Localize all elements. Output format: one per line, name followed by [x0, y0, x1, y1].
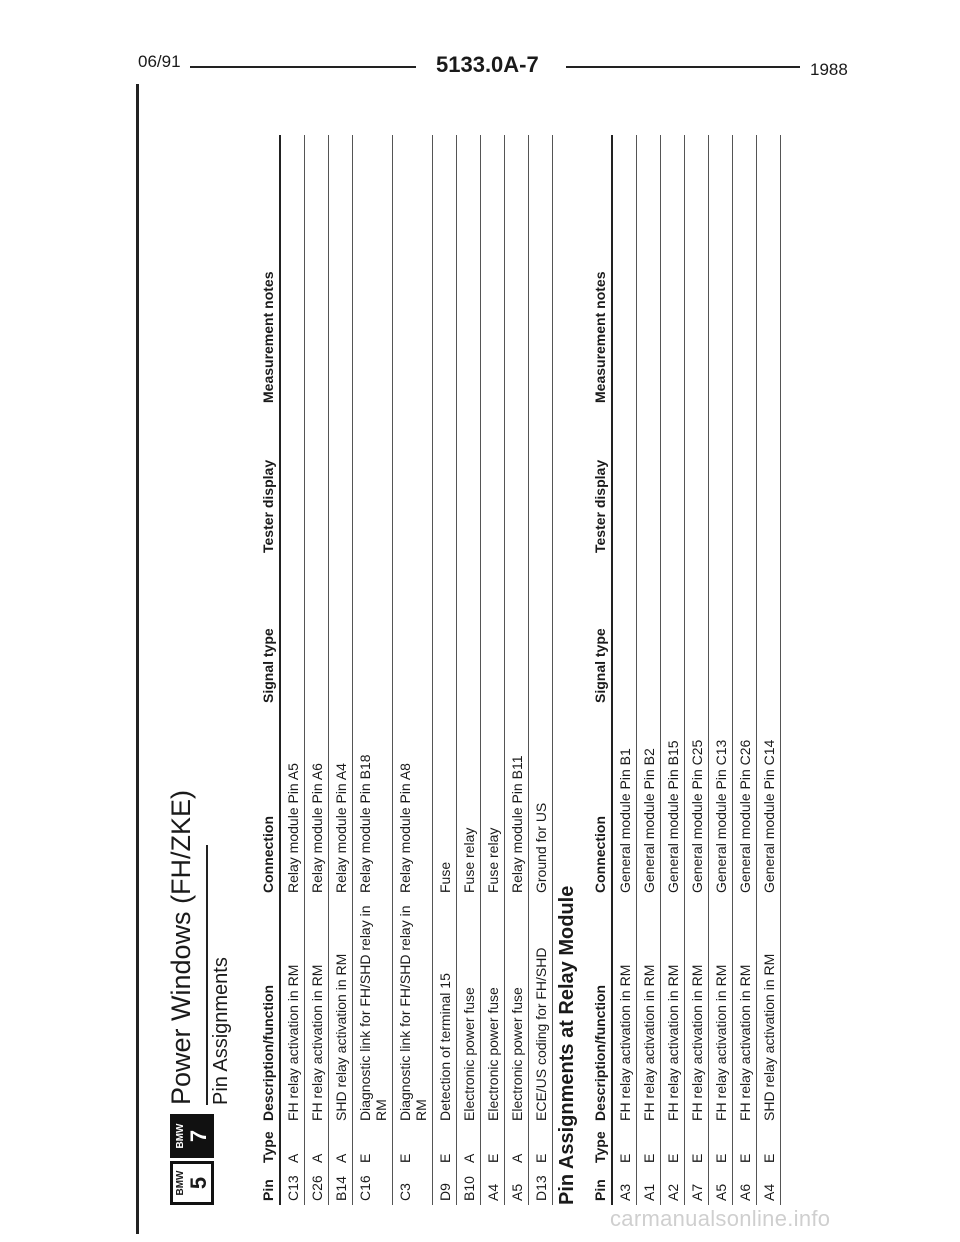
cell-signal-type	[433, 557, 457, 707]
cell-connection: General module Pin C13	[709, 707, 733, 897]
table-row	[709, 135, 733, 1205]
cell-signal-type	[637, 557, 661, 707]
cell-pin: C16	[353, 1167, 393, 1205]
cell-pin: A1	[637, 1167, 661, 1205]
cell-signal-type	[612, 557, 637, 707]
cell-connection: Relay module Pin A5	[280, 707, 305, 897]
cell-tester-display	[505, 407, 529, 557]
table-row	[305, 135, 329, 1205]
cell-type: E	[612, 1125, 637, 1167]
cell-signal-type	[457, 557, 481, 707]
cell-type: A	[280, 1125, 305, 1167]
cell-signal-type	[329, 557, 353, 707]
cell-pin: C13	[280, 1167, 305, 1205]
cell-tester-display	[280, 407, 305, 557]
cell-measurement-notes	[661, 135, 685, 407]
table-row	[329, 135, 353, 1205]
cell-measurement-notes	[481, 135, 505, 407]
cell-measurement-notes	[757, 135, 781, 407]
cell-tester-display	[529, 407, 553, 557]
cell-description: FH relay activation in RM	[305, 897, 329, 1125]
cell-description: FH relay activation in RM	[685, 897, 709, 1125]
badge-series-number: 5	[186, 1176, 211, 1190]
cell-type: A	[329, 1125, 353, 1167]
cell-connection: General module Pin C14	[757, 707, 781, 897]
cell-connection: Fuse	[433, 707, 457, 897]
cell-signal-type	[481, 557, 505, 707]
col-header-tester-display: Tester display	[258, 407, 280, 557]
cell-measurement-notes	[280, 135, 305, 407]
cell-tester-display	[305, 407, 329, 557]
cell-description: Diagnostic link for FH/SHD relay in RM	[353, 897, 393, 1125]
table-row	[637, 135, 661, 1205]
cell-pin: C26	[305, 1167, 329, 1205]
cell-tester-display	[433, 407, 457, 557]
col-header-description: Description/function	[590, 897, 612, 1125]
col-header-pin: Pin	[590, 1167, 612, 1205]
cell-signal-type	[305, 557, 329, 707]
cell-connection: General module Pin B2	[637, 707, 661, 897]
cell-pin: A7	[685, 1167, 709, 1205]
table-row	[505, 135, 529, 1205]
section-title-relay-module: Pin Assignments at Relay Module	[556, 885, 578, 1205]
cell-type: E	[637, 1125, 661, 1167]
cell-tester-display	[612, 407, 637, 557]
cell-connection: Relay module Pin B18	[353, 707, 393, 897]
header-year: 1988	[810, 60, 848, 79]
cell-connection: General module Pin B1	[612, 707, 637, 897]
page-subtitle: Pin Assignments	[210, 957, 232, 1105]
cell-measurement-notes	[685, 135, 709, 407]
relay-module-pin-table	[590, 135, 781, 1205]
cell-pin: C3	[393, 1167, 433, 1205]
col-header-signal-type: Signal type	[590, 557, 612, 707]
series-badge-7	[170, 1114, 214, 1158]
cell-pin: A4	[757, 1167, 781, 1205]
col-header-measurement-notes: Measurement notes	[258, 135, 280, 407]
col-header-type: Type	[590, 1125, 612, 1167]
cell-pin: B10	[457, 1167, 481, 1205]
col-header-tester-display: Tester display	[590, 407, 612, 557]
table-row	[481, 135, 505, 1205]
rotated-page-content	[166, 105, 830, 1205]
cell-tester-display	[757, 407, 781, 557]
cell-measurement-notes	[505, 135, 529, 407]
cell-connection: General module Pin C25	[685, 707, 709, 897]
table-header-row	[258, 135, 280, 1205]
cell-type: A	[505, 1125, 529, 1167]
header-rule-right	[566, 66, 800, 68]
cell-description: Diagnostic link for FH/SHD relay in RM	[393, 897, 433, 1125]
table-row	[433, 135, 457, 1205]
cell-tester-display	[685, 407, 709, 557]
cell-pin: A5	[505, 1167, 529, 1205]
col-header-pin: Pin	[258, 1167, 280, 1205]
cell-type: E	[733, 1125, 757, 1167]
cell-measurement-notes	[612, 135, 637, 407]
table-row	[685, 135, 709, 1205]
cell-type: E	[529, 1125, 553, 1167]
cell-measurement-notes	[637, 135, 661, 407]
cell-connection: Relay module Pin A6	[305, 707, 329, 897]
cell-signal-type	[280, 557, 305, 707]
cell-type: E	[709, 1125, 733, 1167]
table-row	[393, 135, 433, 1205]
cell-measurement-notes	[329, 135, 353, 407]
table-row	[661, 135, 685, 1205]
page-margin-rule	[136, 84, 139, 1234]
cell-pin: B14	[329, 1167, 353, 1205]
cell-connection: Ground for US	[529, 707, 553, 897]
cell-pin: A5	[709, 1167, 733, 1205]
cell-tester-display	[709, 407, 733, 557]
cell-type: E	[481, 1125, 505, 1167]
cell-type: E	[353, 1125, 393, 1167]
page-title: Power Windows (FH/ZKE)	[166, 789, 196, 1105]
table-row	[353, 135, 393, 1205]
cell-description: FH relay activation in RM	[709, 897, 733, 1125]
cell-connection: Fuse relay	[457, 707, 481, 897]
cell-tester-display	[661, 407, 685, 557]
cell-description: Electronic power fuse	[457, 897, 481, 1125]
cell-pin: D9	[433, 1167, 457, 1205]
cell-signal-type	[505, 557, 529, 707]
cell-connection: General module Pin B15	[661, 707, 685, 897]
cell-description: SHD relay activation in RM	[329, 897, 353, 1125]
cell-signal-type	[757, 557, 781, 707]
cell-description: SHD relay activation in RM	[757, 897, 781, 1125]
cell-measurement-notes	[457, 135, 481, 407]
cell-tester-display	[457, 407, 481, 557]
cell-connection: Fuse relay	[481, 707, 505, 897]
cell-signal-type	[393, 557, 433, 707]
col-header-measurement-notes: Measurement notes	[590, 135, 612, 407]
watermark: carmanualsonline.info	[610, 1206, 831, 1231]
cell-tester-display	[353, 407, 393, 557]
cell-signal-type	[685, 557, 709, 707]
cell-signal-type	[353, 557, 393, 707]
cell-tester-display	[637, 407, 661, 557]
pin-assignment-table	[258, 135, 553, 1205]
cell-type: E	[661, 1125, 685, 1167]
table-header-row	[590, 135, 612, 1205]
cell-description: Electronic power fuse	[481, 897, 505, 1125]
table-row	[757, 135, 781, 1205]
cell-pin: A4	[481, 1167, 505, 1205]
cell-measurement-notes	[433, 135, 457, 407]
col-header-connection: Connection	[258, 707, 280, 897]
cell-signal-type	[733, 557, 757, 707]
cell-connection: Relay module Pin B11	[505, 707, 529, 897]
cell-type: A	[457, 1125, 481, 1167]
cell-signal-type	[661, 557, 685, 707]
table-row	[457, 135, 481, 1205]
badge-brand-label: BMW	[175, 1123, 186, 1149]
cell-connection: Relay module Pin A4	[329, 707, 353, 897]
cell-description: FH relay activation in RM	[733, 897, 757, 1125]
cell-pin: A3	[612, 1167, 637, 1205]
badge-brand-label: BMW	[175, 1170, 186, 1196]
cell-tester-display	[329, 407, 353, 557]
cell-type: E	[433, 1125, 457, 1167]
cell-pin: D13	[529, 1167, 553, 1205]
cell-tester-display	[481, 407, 505, 557]
table-row	[529, 135, 553, 1205]
col-header-connection: Connection	[590, 707, 612, 897]
cell-type: E	[393, 1125, 433, 1167]
header-date: 06/91	[138, 52, 181, 71]
cell-pin: A2	[661, 1167, 685, 1205]
cell-connection: General module Pin C26	[733, 707, 757, 897]
col-header-type: Type	[258, 1125, 280, 1167]
cell-tester-display	[393, 407, 433, 557]
document-number: 5133.0A-7	[436, 52, 539, 77]
cell-description: FH relay activation in RM	[280, 897, 305, 1125]
cell-pin: A6	[733, 1167, 757, 1205]
cell-description: FH relay activation in RM	[637, 897, 661, 1125]
series-badge-5	[170, 1161, 214, 1205]
cell-description: ECE/US coding for FH/SHD	[529, 897, 553, 1125]
cell-signal-type	[529, 557, 553, 707]
cell-measurement-notes	[733, 135, 757, 407]
cell-description: Detection of terminal 15	[433, 897, 457, 1125]
cell-type: A	[305, 1125, 329, 1167]
header-rule-left	[190, 66, 416, 68]
cell-description: Electronic power fuse	[505, 897, 529, 1125]
cell-signal-type	[709, 557, 733, 707]
cell-type: E	[685, 1125, 709, 1167]
cell-measurement-notes	[305, 135, 329, 407]
table-row	[733, 135, 757, 1205]
cell-measurement-notes	[709, 135, 733, 407]
col-header-signal-type: Signal type	[258, 557, 280, 707]
cell-description: FH relay activation in RM	[661, 897, 685, 1125]
title-underline	[206, 845, 208, 1105]
cell-measurement-notes	[393, 135, 433, 407]
cell-description: FH relay activation in RM	[612, 897, 637, 1125]
table-row	[612, 135, 637, 1205]
cell-tester-display	[733, 407, 757, 557]
cell-measurement-notes	[353, 135, 393, 407]
table-row	[280, 135, 305, 1205]
cell-connection: Relay module Pin A8	[393, 707, 433, 897]
badge-series-number: 7	[186, 1129, 211, 1143]
cell-measurement-notes	[529, 135, 553, 407]
col-header-description: Description/function	[258, 897, 280, 1125]
cell-type: E	[757, 1125, 781, 1167]
series-badges	[170, 1114, 214, 1205]
